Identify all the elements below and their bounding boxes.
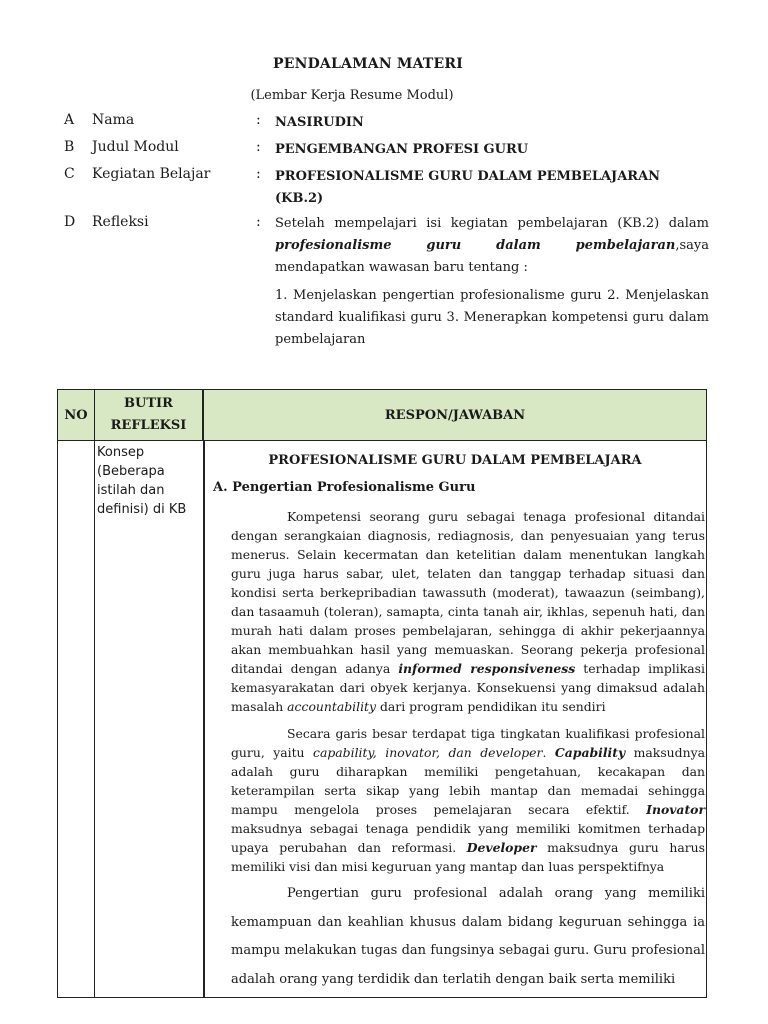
p2-g: maksudnya sebagai tenaga pendidik yang memiliki komitmen terhadap upaya perubahan dan reformasi.	[231, 821, 705, 855]
meta-letter: B	[64, 139, 75, 155]
meta-label: Refleksi	[92, 214, 149, 230]
p2-b: capability, inovator, dan developer	[313, 745, 543, 760]
refleksi-text-1: Setelah mempelajari isi kegiatan pembelajaran (KB.2) dalam	[275, 216, 709, 231]
p1-b: informed responsiveness	[398, 661, 576, 676]
p2-a: Secara garis besar terdapat tiga tingkatan kualifikasi profesional guru, yaitu	[231, 726, 705, 760]
respon-title: PROFESIONALISME GURU DALAM PEMBELAJARA	[268, 453, 642, 468]
header-butir-label: BUTIR REFLEKSI	[110, 396, 187, 433]
meta-letter: A	[64, 112, 75, 128]
document-subtitle: (Lembar Kerja Resume Modul)	[250, 88, 454, 103]
p1-d: accountability	[287, 699, 377, 714]
paragraph-1	[231, 507, 705, 716]
p2-h: Developer	[466, 840, 537, 855]
header-respon	[204, 390, 706, 441]
paragraph-2	[231, 724, 705, 876]
p1-e: dari program pendidikan itu sendiri	[379, 699, 606, 714]
header-no-label: NO	[64, 407, 88, 423]
p2-e: maksudnya adalah guru diharapkan memiliki pengetahuan, kecakapan dan keterampilan serta sikap yang lebih mantap dan memadai sehingga mampu mengelola proses pemelajaran secara efektif.	[231, 745, 705, 817]
column-divider	[203, 441, 205, 998]
meta-colon: :	[256, 166, 261, 182]
meta-colon: :	[256, 214, 261, 230]
meta-label: Kegiatan Belajar	[92, 166, 211, 182]
refleksi-text-2: ,saya mendapatkan wawasan baru tentang :	[275, 238, 709, 275]
refleksi-list: 1. Menjelaskan pengertian profesionalisme guru 2. Menjelaskan standard kualifikasi guru 3. Menerapkan kompetensi guru dalam pembelajaran	[275, 288, 709, 347]
p2-c: .	[542, 745, 547, 760]
meta-colon: :	[256, 139, 261, 155]
section-heading-a: A. Pengertian Profesionalisme Guru	[213, 480, 476, 495]
header-respon-label: RESPON/JAWABAN	[384, 407, 526, 423]
column-divider	[94, 441, 95, 998]
meta-letter: C	[64, 166, 75, 182]
p1-c: terhadap implikasi kemasyarakatan dari obyek kerjanya. Konsekuensi yang dimaksud adalah masalah	[231, 661, 705, 714]
p2-i: maksudnya guru harus memiliki visi dan misi keguruan yang mantap dan luas perspektifnya	[231, 840, 705, 874]
p2-d: Capability	[554, 745, 626, 760]
header-no	[58, 390, 95, 441]
refleksi-emphasis: profesionalisme guru dalam pembelajaran	[275, 238, 676, 253]
meta-label: Judul Modul	[92, 139, 179, 155]
meta-value-judul-modul: PENGEMBANGAN PROFESI GURU	[275, 142, 529, 157]
butir-refleksi-cell: Konsep (Beberapa istilah dan definisi) di KB	[97, 445, 187, 517]
refleksi-text	[275, 213, 709, 279]
meta-label: Nama	[92, 112, 135, 128]
meta-colon: :	[256, 112, 261, 128]
meta-letter: D	[64, 214, 76, 230]
meta-value-nama: NASIRUDIN	[275, 115, 364, 130]
meta-value-kegiatan-belajar: PROFESIONALISME GURU DALAM PEMBELAJARAN (KB.2)	[275, 169, 661, 206]
reflection-table	[57, 389, 707, 998]
paragraph-3: Pengertian guru profesional adalah orang yang memiliki kemampuan dan keahlian khusus dalam bidang keguruan sehingga ia mampu melakukan tugas dan fungsinya sebagai guru. Guru profesional adalah orang yang terdidik dan terlatih dengan baik serta memiliki	[231, 886, 705, 987]
header-butir-refleksi	[95, 390, 204, 441]
document-title: PENDALAMAN MATERI	[272, 56, 463, 72]
p1-a: Kompetensi seorang guru sebagai tenaga profesional ditandai dengan serangkaian diagnosis, rediagnosis, dan penyesuaian yang terus menerus. Selain kecermatan dan ketelitian dalam menentukan langkah guru juga harus sabar, ulet, telaten dan tanggap terhadap situasi dan kondisi serta berkepribadian tawassuth (moderat), tawaazun (seimbang), dan tasaamuh (toleran), samapta, cinta tanah air, ikhlas, sepenuh hati, dan murah hati dalam proses pembelajaran, sehingga di akhir pekerjaannya akan membuahkan hasil yang memuaskan. Seorang pekerja profesional ditandai dengan adanya	[231, 509, 705, 676]
p2-f: Inovator	[646, 802, 705, 817]
